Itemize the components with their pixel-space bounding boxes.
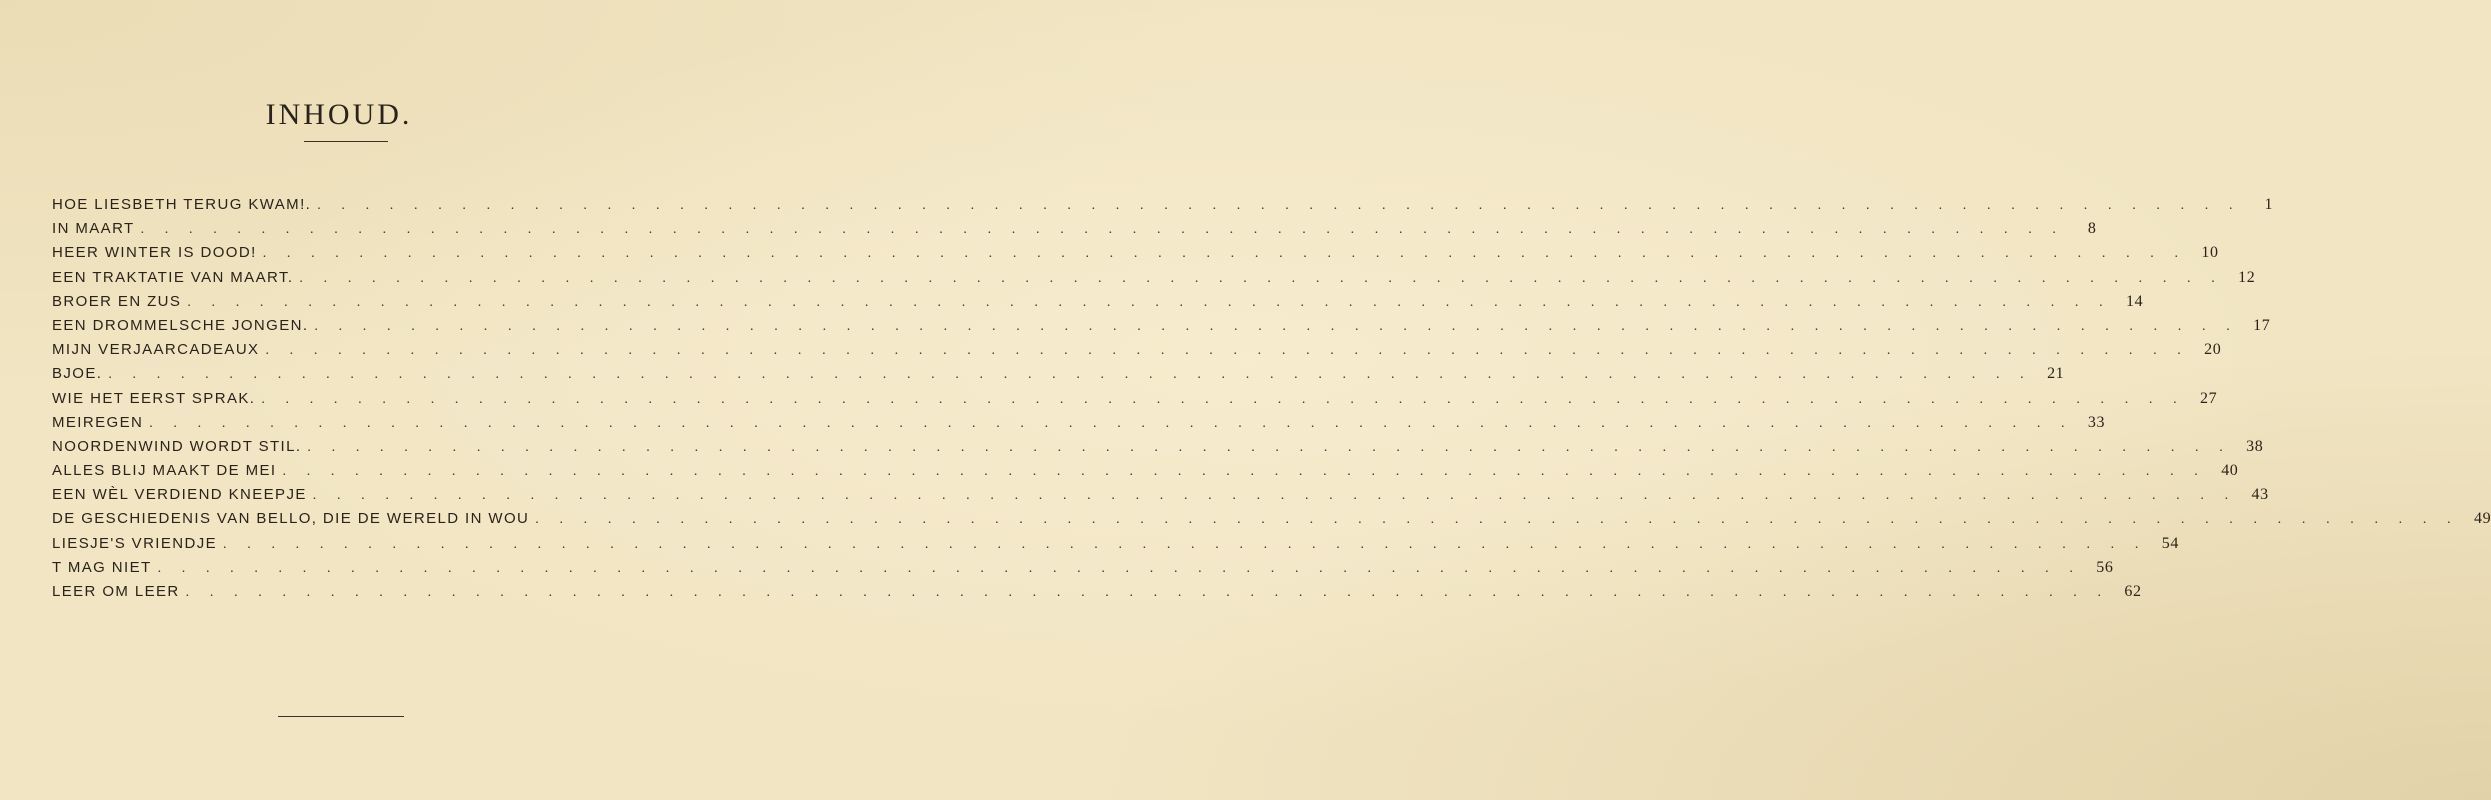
toc-entry-title: NOORDENWIND WORDT STIL.: [52, 437, 302, 455]
toc-entry-page-number: 27: [2200, 389, 2218, 407]
toc-entry-page-number: 14: [2126, 292, 2144, 310]
toc-entry: [52, 220, 2097, 244]
toc-entry-page-number: 17: [2253, 316, 2271, 334]
toc-entry: [52, 413, 2106, 438]
toc-entry-page-number: 62: [2124, 583, 2142, 600]
title-divider: [304, 141, 388, 142]
toc-entry: [52, 292, 2144, 317]
toc-leader-dots: . . . . . . . . . . . . . . . . . . . . . . . . . . . . . . . . . . . . . . . . . . . . . . . . . . . . . . . . . . . . . . . . . . . . . . . . . . . . . . . .: [261, 391, 2186, 407]
toc-entry-page-number: 56: [2096, 558, 2114, 576]
toc-leader-dots: . . . . . . . . . . . . . . . . . . . . . . . . . . . . . . . . . . . . . . . . . . . . . . . . . . . . . . . . . . . . . . . . . . . . . . . . . . . . . . . .: [535, 512, 2460, 528]
toc-leader-dots: . . . . . . . . . . . . . . . . . . . . . . . . . . . . . . . . . . . . . . . . . . . . . . . . . . . . . . . . . . . . . . . . . . . . . . . . . . . . . . . .: [187, 294, 2112, 310]
toc-leader-dots: . . . . . . . . . . . . . . . . . . . . . . . . . . . . . . . . . . . . . . . . . . . . . . . . . . . . . . . . . . . . . . . . . . . . . . . . . . . . . . . .: [157, 560, 2082, 576]
toc-entry: [52, 389, 2218, 414]
toc-entry-title: EEN WÈL VERDIEND KNEEPJE: [52, 486, 307, 504]
toc-leader-dots: . . . . . . . . . . . . . . . . . . . . . . . . . . . . . . . . . . . . . . . . . . . . . . . . . . . . . . . . . . . . . . . . . . . . . . . . . . . . . . . .: [185, 585, 2110, 600]
toc-entry-page-number: 1: [2264, 196, 2274, 213]
toc-entry-title: HEER WINTER IS DOOD!: [52, 244, 257, 262]
toc-entry: [52, 534, 2179, 559]
toc-entry-page-number: 38: [2246, 437, 2264, 455]
toc-leader-dots: . . . . . . . . . . . . . . . . . . . . . . . . . . . . . . . . . . . . . . . . . . . . . . . . . . . . . . . . . . . . . . . . . . . . . . . . . . . . . . . .: [140, 222, 2065, 238]
toc-entry: [52, 316, 2271, 341]
toc-entry: [52, 244, 2219, 268]
toc-entry: [52, 365, 2065, 389]
toc-entry-page-number: 40: [2221, 462, 2239, 480]
toc-entry: [52, 583, 2142, 607]
toc-entry-title: LEER OM LEER: [52, 583, 180, 600]
toc-entry-title: WIE HET EERST SPRAK.: [52, 389, 256, 407]
toc-entry: [52, 558, 2114, 583]
toc-leader-dots: . . . . . . . . . . . . . . . . . . . . . . . . . . . . . . . . . . . . . . . . . . . . . . . . . . . . . . . . . . . . . . . . . . . . . . . . . . . . . . . .: [282, 464, 2207, 480]
toc-entry-page-number: 20: [2204, 341, 2222, 359]
toc-entry-title: T MAG NIET: [52, 558, 152, 576]
toc-entry: [52, 510, 2491, 534]
toc-entry-title: DE GESCHIEDENIS VAN BELLO, DIE DE WERELD IN WOU: [52, 510, 530, 528]
toc-entry-title: IN MAART: [52, 220, 135, 238]
toc-entry-page-number: 54: [2161, 534, 2179, 552]
page-title: INHOUD.: [265, 98, 413, 132]
toc-entry-title: EEN TRAKTATIE VAN MAART.: [52, 268, 294, 286]
toc-entry-title: MIJN VERJAARCADEAUX: [52, 341, 260, 359]
table-of-contents: [52, 196, 2491, 607]
toc-entry: [52, 437, 2264, 462]
toc-entry-title: EEN DROMMELSCHE JONGEN.: [52, 316, 309, 334]
toc-entry-page-number: 43: [2251, 486, 2269, 504]
toc-leader-dots: . . . . . . . . . . . . . . . . . . . . . . . . . . . . . . . . . . . . . . . . . . . . . . . . . . . . . . . . . . . . . . . . . . . . . . . . . . . . . . . .: [223, 536, 2147, 552]
toc-leader-dots: . . . . . . . . . . . . . . . . . . . . . . . . . . . . . . . . . . . . . . . . . . . . . . . . . . . . . . . . . . . . . . . . . . . . . . . . . . . . . . . .: [307, 439, 2232, 455]
toc-entry-title: BJOE.: [52, 365, 103, 383]
toc-leader-dots: . . . . . . . . . . . . . . . . . . . . . . . . . . . . . . . . . . . . . . . . . . . . . . . . . . . . . . . . . . . . . . . . . . . . . . . . . . . . . . . .: [262, 246, 2187, 262]
toc-entry-page-number: 12: [2238, 268, 2256, 286]
toc-entry-page-number: 33: [2087, 413, 2106, 431]
toc-leader-dots: . . . . . . . . . . . . . . . . . . . . . . . . . . . . . . . . . . . . . . . . . . . . . . . . . . . . . . . . . . . . . . . . . . . . . . . . . . . . . . . .: [317, 198, 2242, 213]
toc-leader-dots: . . . . . . . . . . . . . . . . . . . . . . . . . . . . . . . . . . . . . . . . . . . . . . . . . . . . . . . . . . . . . . . . . . . . . . . . . . . . . . . .: [299, 270, 2224, 286]
toc-entry-page-number: 21: [2047, 365, 2065, 383]
toc-entry-title: BROER EN ZUS: [52, 292, 182, 310]
footer-divider: [278, 716, 404, 717]
toc-entry-title: HOE LIESBETH TERUG KWAM!.: [52, 196, 312, 213]
toc-entry-title: LIESJE'S VRIENDJE: [52, 534, 218, 552]
toc-entry-title: ALLES BLIJ MAAKT DE MEI: [52, 462, 277, 480]
toc-entry-title: MEIREGEN: [52, 413, 144, 431]
toc-entry: [52, 268, 2256, 293]
toc-leader-dots: . . . . . . . . . . . . . . . . . . . . . . . . . . . . . . . . . . . . . . . . . . . . . . . . . . . . . . . . . . . . . . . . . . . . . . . . . . . . . . . .: [108, 367, 2033, 383]
toc-leader-dots: . . . . . . . . . . . . . . . . . . . . . . . . . . . . . . . . . . . . . . . . . . . . . . . . . . . . . . . . . . . . . . . . . . . . . . . . . . . . . . . .: [312, 488, 2237, 504]
toc-leader-dots: . . . . . . . . . . . . . . . . . . . . . . . . . . . . . . . . . . . . . . . . . . . . . . . . . . . . . . . . . . . . . . . . . . . . . . . . . . . . . . . .: [149, 415, 2074, 431]
toc-entry-page-number: 8: [2087, 220, 2097, 238]
toc-entry: [52, 341, 2222, 365]
toc-entry-page-number: 49: [2473, 510, 2491, 528]
toc-entry: [52, 462, 2239, 486]
toc-entry: [52, 486, 2269, 510]
toc-entry-page-number: 10: [2201, 244, 2219, 262]
toc-leader-dots: . . . . . . . . . . . . . . . . . . . . . . . . . . . . . . . . . . . . . . . . . . . . . . . . . . . . . . . . . . . . . . . . . . . . . . . . . . . . . . . .: [314, 318, 2239, 334]
toc-leader-dots: . . . . . . . . . . . . . . . . . . . . . . . . . . . . . . . . . . . . . . . . . . . . . . . . . . . . . . . . . . . . . . . . . . . . . . . . . . . . . . . .: [265, 343, 2190, 359]
toc-entry: [52, 196, 2274, 220]
